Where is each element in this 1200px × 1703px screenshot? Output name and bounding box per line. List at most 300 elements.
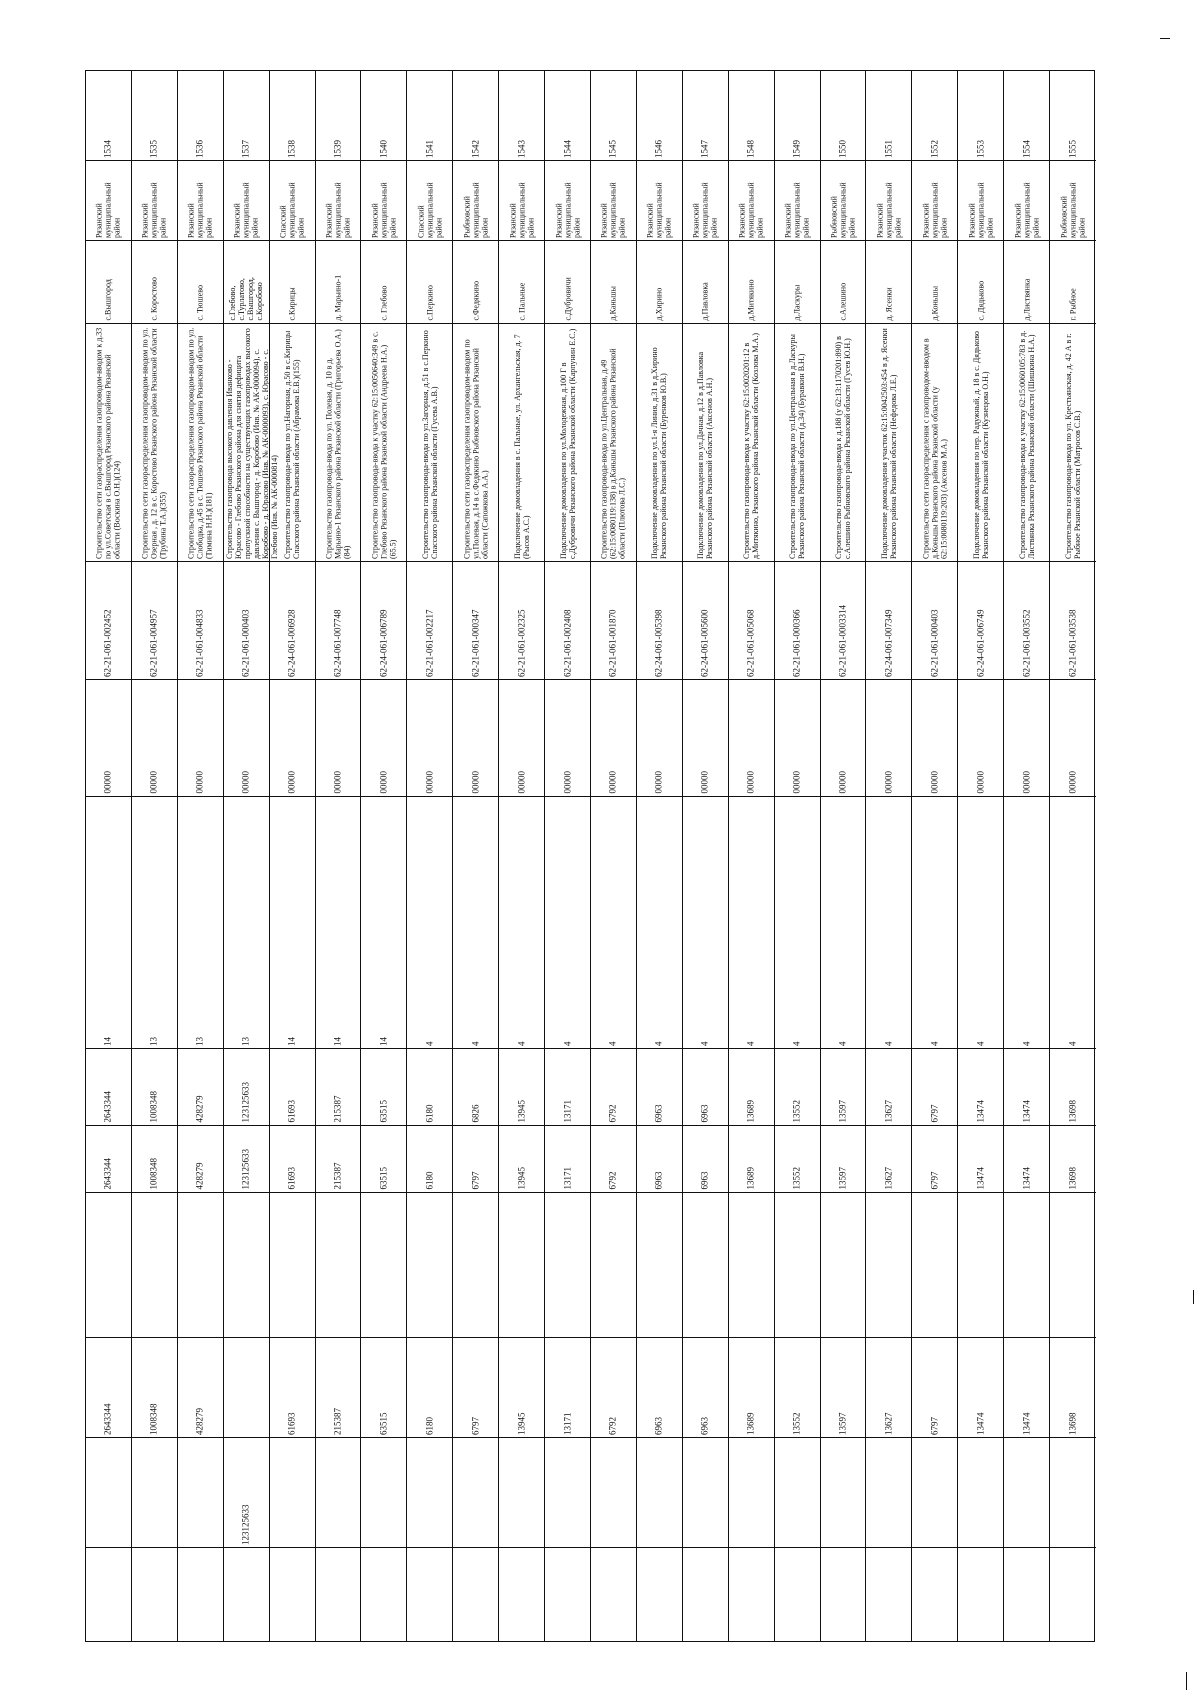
cell-text-zeros: 00000 bbox=[516, 771, 527, 794]
cell-locality bbox=[86, 241, 131, 324]
cell-locality bbox=[178, 241, 223, 324]
cell-zeros bbox=[683, 680, 728, 797]
cell-text-v4: 13474 bbox=[975, 1412, 986, 1435]
cell-v5 bbox=[729, 1438, 774, 1548]
cell-v5 bbox=[683, 1438, 728, 1548]
cell-district bbox=[499, 161, 544, 241]
cell-n bbox=[270, 71, 315, 161]
cell-code bbox=[775, 562, 820, 680]
cell-v5 bbox=[591, 1438, 636, 1548]
cell-text-v4: 13627 bbox=[883, 1412, 894, 1435]
cell-v5 bbox=[316, 1438, 361, 1548]
cell-text-description: Подключение домовладения участок 62:15:0042503:454 в д. Ясенки Рязанского района Рязанской области (Нефедова Л.Е.) bbox=[879, 327, 898, 559]
cell-text-v4: 6792 bbox=[607, 1416, 618, 1435]
cell-text-v1: 13945 bbox=[516, 1100, 527, 1123]
cell-text-v1: 215387 bbox=[332, 1095, 343, 1123]
cell-district bbox=[224, 161, 269, 241]
cell-v5 bbox=[1050, 1438, 1096, 1548]
cell-text-description: Строительство газопровода-ввода к участку 62:15:0050640:349 в с. Глебово Рязанского района Рязанской области (Андреева Н.А.)(65.5) bbox=[370, 330, 398, 559]
cell-code bbox=[270, 562, 315, 680]
cell-v3 bbox=[132, 1193, 177, 1338]
cell-v5 bbox=[86, 1438, 131, 1548]
cell-v3 bbox=[270, 1193, 315, 1338]
cell-v6 bbox=[270, 1548, 315, 1643]
cell-v2 bbox=[958, 1126, 1003, 1193]
cell-v6 bbox=[453, 1548, 498, 1643]
cell-district bbox=[86, 161, 131, 241]
cell-v1 bbox=[729, 1049, 774, 1126]
cell-v3 bbox=[224, 1193, 269, 1338]
cell-text-description: Строительство газопровода-ввода к участку 62:15:0020201:12 в д.Митякино, Рязанского района Рязанской области (Козлова М.А.) bbox=[742, 332, 761, 559]
cell-text-cat: 4 bbox=[1021, 1041, 1032, 1046]
cell-text-cat: 4 bbox=[470, 1041, 481, 1046]
cell-v5 bbox=[545, 1438, 590, 1548]
cell-v2 bbox=[224, 1126, 269, 1193]
cell-v1 bbox=[775, 1049, 820, 1126]
cell-v6 bbox=[499, 1548, 544, 1643]
cell-description bbox=[683, 324, 728, 562]
cell-text-code: 62-24-061-005398 bbox=[653, 609, 664, 677]
cell-text-description: Строительство сети газораспределения газопроводом-вводом к д.33 по ул.Советская в с.Вышгород Рязанского района Рязанской области (Воскина О.Н.)(124) bbox=[94, 327, 122, 559]
cell-text-v4: 13698 bbox=[1067, 1412, 1078, 1435]
cell-text-cat: 4 bbox=[653, 1041, 664, 1046]
cell-text-district: Спасский муниципальный район bbox=[278, 181, 306, 238]
cell-zeros bbox=[499, 680, 544, 797]
cell-district bbox=[316, 161, 361, 241]
table-row bbox=[1004, 71, 1050, 1641]
cell-v6 bbox=[912, 1548, 957, 1643]
cell-v4 bbox=[912, 1338, 957, 1438]
cell-zeros bbox=[1050, 680, 1096, 797]
cell-cat bbox=[270, 797, 315, 1049]
cell-v1 bbox=[407, 1049, 452, 1126]
cell-locality bbox=[499, 241, 544, 324]
cell-text-v1: 2643344 bbox=[102, 1091, 113, 1123]
cell-text-zeros: 00000 bbox=[378, 771, 389, 794]
cell-v2 bbox=[545, 1126, 590, 1193]
cell-text-locality: г. Рыбное bbox=[1068, 288, 1078, 321]
cell-v4 bbox=[361, 1338, 406, 1438]
cell-text-v2: 13552 bbox=[791, 1167, 802, 1190]
cell-text-code: 62-24-061-007748 bbox=[332, 609, 343, 677]
cell-text-zeros: 00000 bbox=[102, 771, 113, 794]
cell-cat bbox=[683, 797, 728, 1049]
cell-locality bbox=[453, 241, 498, 324]
cell-v5 bbox=[1004, 1438, 1049, 1548]
cell-v1 bbox=[912, 1049, 957, 1126]
cell-text-locality: д.Листвянка bbox=[1022, 278, 1032, 321]
cell-text-v1: 6792 bbox=[607, 1104, 618, 1123]
table-row bbox=[866, 71, 912, 1641]
cell-v2 bbox=[178, 1126, 223, 1193]
cell-text-v5: 123125633 bbox=[240, 1504, 251, 1545]
cell-text-zeros: 00000 bbox=[1067, 771, 1078, 794]
cell-district bbox=[1050, 161, 1096, 241]
cell-text-n: 1537 bbox=[240, 139, 251, 158]
cell-text-code: 62-21-061-004833 bbox=[194, 609, 205, 677]
cell-text-v4: 6963 bbox=[653, 1416, 664, 1435]
cell-v6 bbox=[545, 1548, 590, 1643]
cell-text-v4: 13171 bbox=[562, 1412, 573, 1435]
cell-description bbox=[270, 324, 315, 562]
cell-v4 bbox=[683, 1338, 728, 1438]
cell-text-district: Рыбновский муниципальный район bbox=[462, 181, 490, 238]
cell-text-description: Подключение домовладения в с. Пальные, ул. Архангельская, д. 7 (Рысов А.С.) bbox=[512, 333, 531, 559]
cell-text-v1: 61693 bbox=[286, 1100, 297, 1123]
cell-v4 bbox=[132, 1338, 177, 1438]
cell-code bbox=[545, 562, 590, 680]
cell-text-v1: 1008348 bbox=[148, 1091, 159, 1123]
cell-text-v2: 123125633 bbox=[240, 1149, 251, 1190]
cell-text-zeros: 00000 bbox=[286, 771, 297, 794]
cell-zeros bbox=[86, 680, 131, 797]
cell-text-cat: 4 bbox=[699, 1041, 710, 1046]
cell-zeros bbox=[958, 680, 1003, 797]
cell-text-code: 62-21-061-000366 bbox=[791, 609, 802, 677]
cell-text-district: Рязанский муниципальный район bbox=[599, 181, 627, 238]
cell-code bbox=[1050, 562, 1096, 680]
cell-cat bbox=[866, 797, 911, 1049]
cell-text-district: Рязанский муниципальный район bbox=[186, 181, 214, 238]
cell-locality bbox=[591, 241, 636, 324]
cell-v1 bbox=[499, 1049, 544, 1126]
cell-zeros bbox=[132, 680, 177, 797]
table-row bbox=[407, 71, 453, 1641]
cell-text-zeros: 00000 bbox=[562, 771, 573, 794]
cell-text-district: Рязанский муниципальный район bbox=[645, 181, 673, 238]
cell-v2 bbox=[270, 1126, 315, 1193]
cell-text-v1: 428279 bbox=[194, 1095, 205, 1123]
cell-v1 bbox=[545, 1049, 590, 1126]
cell-v6 bbox=[361, 1548, 406, 1643]
cell-text-description: Строительство газопровода-ввода по ул.Загорная, д.51 в с.Перкино Спасского района Рязанской области (Гусева А.В.) bbox=[420, 329, 439, 559]
cell-text-zeros: 00000 bbox=[653, 771, 664, 794]
cell-text-v2: 428279 bbox=[194, 1162, 205, 1190]
cell-text-locality: д.Павловка bbox=[700, 282, 710, 321]
cell-n bbox=[637, 71, 682, 161]
cell-zeros bbox=[591, 680, 636, 797]
cell-code bbox=[912, 562, 957, 680]
cell-v4 bbox=[637, 1338, 682, 1438]
cell-n bbox=[912, 71, 957, 161]
cell-text-code: 62-21-061-000403 bbox=[929, 609, 940, 677]
cell-text-locality: с.Вышгород bbox=[103, 279, 113, 321]
cell-zeros bbox=[270, 680, 315, 797]
cell-n bbox=[729, 71, 774, 161]
cell-v1 bbox=[453, 1049, 498, 1126]
cell-code bbox=[453, 562, 498, 680]
cell-text-v2: 13597 bbox=[837, 1167, 848, 1190]
cell-zeros bbox=[316, 680, 361, 797]
cell-zeros bbox=[453, 680, 498, 797]
cell-v1 bbox=[683, 1049, 728, 1126]
cell-text-cat: 4 bbox=[745, 1041, 756, 1046]
cell-cat bbox=[499, 797, 544, 1049]
cell-text-locality: д.Ласкуры bbox=[792, 284, 802, 321]
cell-text-zeros: 00000 bbox=[148, 771, 159, 794]
cell-text-n: 1535 bbox=[148, 139, 159, 158]
cell-text-code: 62-24-061-006749 bbox=[975, 609, 986, 677]
cell-district bbox=[361, 161, 406, 241]
cell-text-description: Подключение домовладения по ул.Дачная, д.12 в д.Павловка Рязанского района Рязанской области (Аксенов А.Н.) bbox=[696, 351, 715, 559]
table-row bbox=[591, 71, 637, 1641]
cell-v5 bbox=[775, 1438, 820, 1548]
cell-text-cat: 4 bbox=[975, 1041, 986, 1046]
cell-code bbox=[86, 562, 131, 680]
cell-text-code: 62-21-061-003538 bbox=[1067, 609, 1078, 677]
cell-text-v2: 13945 bbox=[516, 1167, 527, 1190]
table-row bbox=[316, 71, 362, 1641]
cell-v5 bbox=[958, 1438, 1003, 1548]
cell-v3 bbox=[958, 1193, 1003, 1338]
cell-text-description: Строительство газопровода-ввода к участку 62:15:0060105:783 в д. Листвянка Рязанского района Рязанской области (Шишкина Н.А.) bbox=[1017, 330, 1036, 559]
cell-text-locality: д.Хирино bbox=[654, 287, 664, 321]
cell-v4 bbox=[866, 1338, 911, 1438]
cell-locality bbox=[958, 241, 1003, 324]
cell-v2 bbox=[132, 1126, 177, 1193]
cell-v6 bbox=[86, 1548, 131, 1643]
cell-v2 bbox=[361, 1126, 406, 1193]
cell-text-v1: 13597 bbox=[837, 1100, 848, 1123]
cell-locality bbox=[729, 241, 774, 324]
cell-v1 bbox=[591, 1049, 636, 1126]
cell-zeros bbox=[821, 680, 866, 797]
cell-v5 bbox=[178, 1438, 223, 1548]
cell-v1 bbox=[866, 1049, 911, 1126]
cell-cat bbox=[407, 797, 452, 1049]
scan-mark-top-right bbox=[1160, 38, 1170, 39]
cell-district bbox=[775, 161, 820, 241]
cell-district bbox=[407, 161, 452, 241]
cell-text-v2: 6963 bbox=[653, 1171, 664, 1190]
cell-text-v2: 13474 bbox=[1021, 1167, 1032, 1190]
cell-v3 bbox=[591, 1193, 636, 1338]
cell-text-code: 62-21-061-004957 bbox=[148, 609, 159, 677]
cell-text-n: 1547 bbox=[699, 139, 710, 158]
cell-district bbox=[729, 161, 774, 241]
table-row bbox=[958, 71, 1004, 1641]
cell-v2 bbox=[729, 1126, 774, 1193]
cell-text-v2: 6797 bbox=[929, 1171, 940, 1190]
cell-text-cat: 4 bbox=[562, 1041, 573, 1046]
table-row bbox=[683, 71, 729, 1641]
cell-v6 bbox=[775, 1548, 820, 1643]
cell-district bbox=[270, 161, 315, 241]
cell-text-district: Спасский муниципальный район bbox=[416, 181, 444, 238]
cell-v3 bbox=[361, 1193, 406, 1338]
cell-text-code: 62-21-061-003552 bbox=[1021, 609, 1032, 677]
cell-text-description: Строительство сети газораспределения газопроводом-вводом по ул. Слободка, д.45 в с. Тюшево Рязанского района Рязанской области (Тимина Н.Н.)(181) bbox=[186, 327, 214, 559]
cell-v6 bbox=[683, 1548, 728, 1643]
cell-text-description: Строительство газопровода-ввода по ул. Полевая, д. 10 в д. Марьино-1 Рязанского района Рязанской области (Григорьева О.А.)(84) bbox=[324, 328, 352, 559]
cell-n bbox=[958, 71, 1003, 161]
cell-description bbox=[453, 324, 498, 562]
cell-description bbox=[912, 324, 957, 562]
cell-text-description: Строительство газопровода-ввода по ул. Крестьянская, д. 42 А в г. Рыбное Рязанской области (Матросов С.В.) bbox=[1064, 332, 1083, 559]
cell-text-locality: с. Коростово bbox=[149, 277, 159, 321]
cell-text-district: Рязанский муниципальный район bbox=[232, 181, 260, 238]
cell-text-v1: 6180 bbox=[424, 1104, 435, 1123]
cell-text-locality: с.Перкино bbox=[425, 285, 435, 321]
cell-text-v2: 215387 bbox=[332, 1162, 343, 1190]
cell-text-zeros: 00000 bbox=[607, 771, 618, 794]
cell-text-district: Рязанский муниципальный район bbox=[94, 181, 122, 238]
cell-description bbox=[499, 324, 544, 562]
cell-text-n: 1541 bbox=[424, 139, 435, 158]
cell-district bbox=[132, 161, 177, 241]
cell-code bbox=[224, 562, 269, 680]
cell-v3 bbox=[1050, 1193, 1096, 1338]
cell-v4 bbox=[591, 1338, 636, 1438]
cell-v2 bbox=[683, 1126, 728, 1193]
cell-v4 bbox=[316, 1338, 361, 1438]
cell-v5 bbox=[361, 1438, 406, 1548]
cell-locality bbox=[775, 241, 820, 324]
cell-v6 bbox=[178, 1548, 223, 1643]
cell-text-locality: с.Алешино bbox=[838, 282, 848, 321]
cell-text-description: Строительство сети газораспределения газопроводом-вводом по ул. Озерная , д. 12 в с. Коростово Рязанского района Рязанской области (Трубина Т.А.)(355) bbox=[140, 327, 168, 559]
cell-description bbox=[1004, 324, 1049, 562]
cell-text-district: Рязанский муниципальный район bbox=[783, 181, 811, 238]
cell-district bbox=[683, 161, 728, 241]
cell-n bbox=[591, 71, 636, 161]
cell-v1 bbox=[361, 1049, 406, 1126]
cell-text-cat: 4 bbox=[607, 1041, 618, 1046]
cell-n bbox=[224, 71, 269, 161]
cell-text-v4: 61693 bbox=[286, 1412, 297, 1435]
cell-district bbox=[1004, 161, 1049, 241]
cell-n bbox=[316, 71, 361, 161]
cell-v6 bbox=[591, 1548, 636, 1643]
cell-v6 bbox=[729, 1548, 774, 1643]
cell-text-description: Строительство газопровода-ввода по ул.Центральная в д.Ласкуры Рязанского района Рязанской области (д.34) (Буравкин В.Н.) bbox=[788, 333, 807, 559]
cell-text-description: Строительство сети газораспределения с газопроводом-вводом в д.Коньшы Рязанского района Рязанской области (у 62:15:0080119:203) (Аксенов М.А.) bbox=[921, 337, 949, 559]
cell-text-code: 62-21-061-000403 bbox=[240, 609, 251, 677]
cell-text-n: 1550 bbox=[837, 139, 848, 158]
cell-zeros bbox=[775, 680, 820, 797]
cell-v3 bbox=[637, 1193, 682, 1338]
cell-text-locality: с.Глебово, с.Турлатово, с.Вышгород, с.Коробово bbox=[228, 277, 265, 321]
cell-cat bbox=[1004, 797, 1049, 1049]
cell-v4 bbox=[958, 1338, 1003, 1438]
cell-text-n: 1548 bbox=[745, 139, 756, 158]
cell-district bbox=[912, 161, 957, 241]
table-row bbox=[637, 71, 683, 1641]
cell-cat bbox=[453, 797, 498, 1049]
cell-v6 bbox=[958, 1548, 1003, 1643]
cell-text-zeros: 00000 bbox=[194, 771, 205, 794]
cell-text-cat: 4 bbox=[1067, 1041, 1078, 1046]
cell-v4 bbox=[1050, 1338, 1096, 1438]
cell-n bbox=[453, 71, 498, 161]
cell-text-locality: с.Кирицы bbox=[287, 287, 297, 321]
cell-district bbox=[591, 161, 636, 241]
cell-text-v4: 6797 bbox=[470, 1416, 481, 1435]
table-row bbox=[132, 71, 178, 1641]
cell-v5 bbox=[821, 1438, 866, 1548]
cell-text-v2: 1008348 bbox=[148, 1158, 159, 1190]
cell-v3 bbox=[545, 1193, 590, 1338]
cell-n bbox=[1050, 71, 1096, 161]
cell-text-v4: 63515 bbox=[378, 1412, 389, 1435]
cell-zeros bbox=[224, 680, 269, 797]
cell-district bbox=[637, 161, 682, 241]
cell-text-locality: с. Тюшево bbox=[195, 285, 205, 321]
cell-v3 bbox=[683, 1193, 728, 1338]
cell-v6 bbox=[821, 1548, 866, 1643]
cell-text-description: Строительство сети газораспределения газопроводом-вводом по ул.Полевая, д.14 в с.Федякино Рыбновского района Рязанской области (Сапожкова А.А.) bbox=[462, 338, 490, 559]
cell-text-locality: с. Дядьково bbox=[976, 280, 986, 321]
cell-description bbox=[591, 324, 636, 562]
cell-text-locality: д.Коньшы bbox=[930, 286, 940, 321]
cell-v5 bbox=[499, 1438, 544, 1548]
cell-description bbox=[729, 324, 774, 562]
cell-cat bbox=[912, 797, 957, 1049]
cell-v2 bbox=[499, 1126, 544, 1193]
cell-zeros bbox=[866, 680, 911, 797]
cell-locality bbox=[1004, 241, 1049, 324]
cell-text-description: Строительство газопровода высокого давления Иванково - Юрасово - Глебово Рязанского района для снятия дефицита пропускной способности на существующих газопроводах высокого давления с. Вышгород - д. Коробово (Инв. № АК-0000094), с. Коробово - д. Юрасово (Инв. № АК-0000093), с. Юрасово - с. Глебово (Инв. № АК-0000814) bbox=[225, 327, 280, 559]
cell-text-cat: 13 bbox=[240, 1036, 251, 1046]
cell-text-n: 1549 bbox=[791, 139, 802, 158]
cell-text-locality: д.Митякино bbox=[746, 279, 756, 321]
cell-text-locality: с. Пальные bbox=[517, 282, 527, 321]
cell-text-code: 62-21-061-000347 bbox=[470, 609, 481, 677]
cell-n bbox=[361, 71, 406, 161]
cell-text-v1: 13689 bbox=[745, 1100, 756, 1123]
cell-v6 bbox=[1004, 1548, 1049, 1643]
table-row bbox=[821, 71, 867, 1641]
cell-description bbox=[637, 324, 682, 562]
cell-v2 bbox=[637, 1126, 682, 1193]
cell-text-district: Рязанский муниципальный район bbox=[324, 181, 352, 238]
cell-locality bbox=[224, 241, 269, 324]
cell-zeros bbox=[361, 680, 406, 797]
cell-v2 bbox=[453, 1126, 498, 1193]
cell-code bbox=[407, 562, 452, 680]
cell-locality bbox=[683, 241, 728, 324]
cell-text-cat: 4 bbox=[791, 1041, 802, 1046]
cell-text-v2: 6180 bbox=[424, 1171, 435, 1190]
cell-text-district: Рязанский муниципальный район bbox=[875, 181, 903, 238]
cell-v3 bbox=[407, 1193, 452, 1338]
cell-text-n: 1544 bbox=[562, 139, 573, 158]
table-row bbox=[1050, 71, 1096, 1641]
cell-zeros bbox=[545, 680, 590, 797]
cell-text-locality: д. Марьино-1 bbox=[333, 274, 343, 321]
table-row bbox=[499, 71, 545, 1641]
table-row bbox=[775, 71, 821, 1641]
cell-text-v1: 63515 bbox=[378, 1100, 389, 1123]
cell-n bbox=[866, 71, 911, 161]
cell-locality bbox=[316, 241, 361, 324]
cell-v6 bbox=[866, 1548, 911, 1643]
cell-text-v2: 6797 bbox=[470, 1171, 481, 1190]
cell-v2 bbox=[775, 1126, 820, 1193]
cell-zeros bbox=[729, 680, 774, 797]
cell-text-district: Рязанский муниципальный район bbox=[508, 181, 536, 238]
cell-locality bbox=[637, 241, 682, 324]
cell-text-n: 1546 bbox=[653, 139, 664, 158]
cell-text-district: Рязанский муниципальный район bbox=[967, 181, 995, 238]
cell-cat bbox=[132, 797, 177, 1049]
cell-text-zeros: 00000 bbox=[332, 771, 343, 794]
cell-description bbox=[361, 324, 406, 562]
cell-n bbox=[545, 71, 590, 161]
cell-n bbox=[1004, 71, 1049, 161]
cell-text-description: Строительство газопровода-ввода по ул.Центральная, д.49 (62:15:0080119:138) в д.Каньшы Рязанского района Рязанской области (Плютова Л.С.) bbox=[599, 347, 627, 559]
cell-text-district: Рязанский муниципальный район bbox=[691, 181, 719, 238]
